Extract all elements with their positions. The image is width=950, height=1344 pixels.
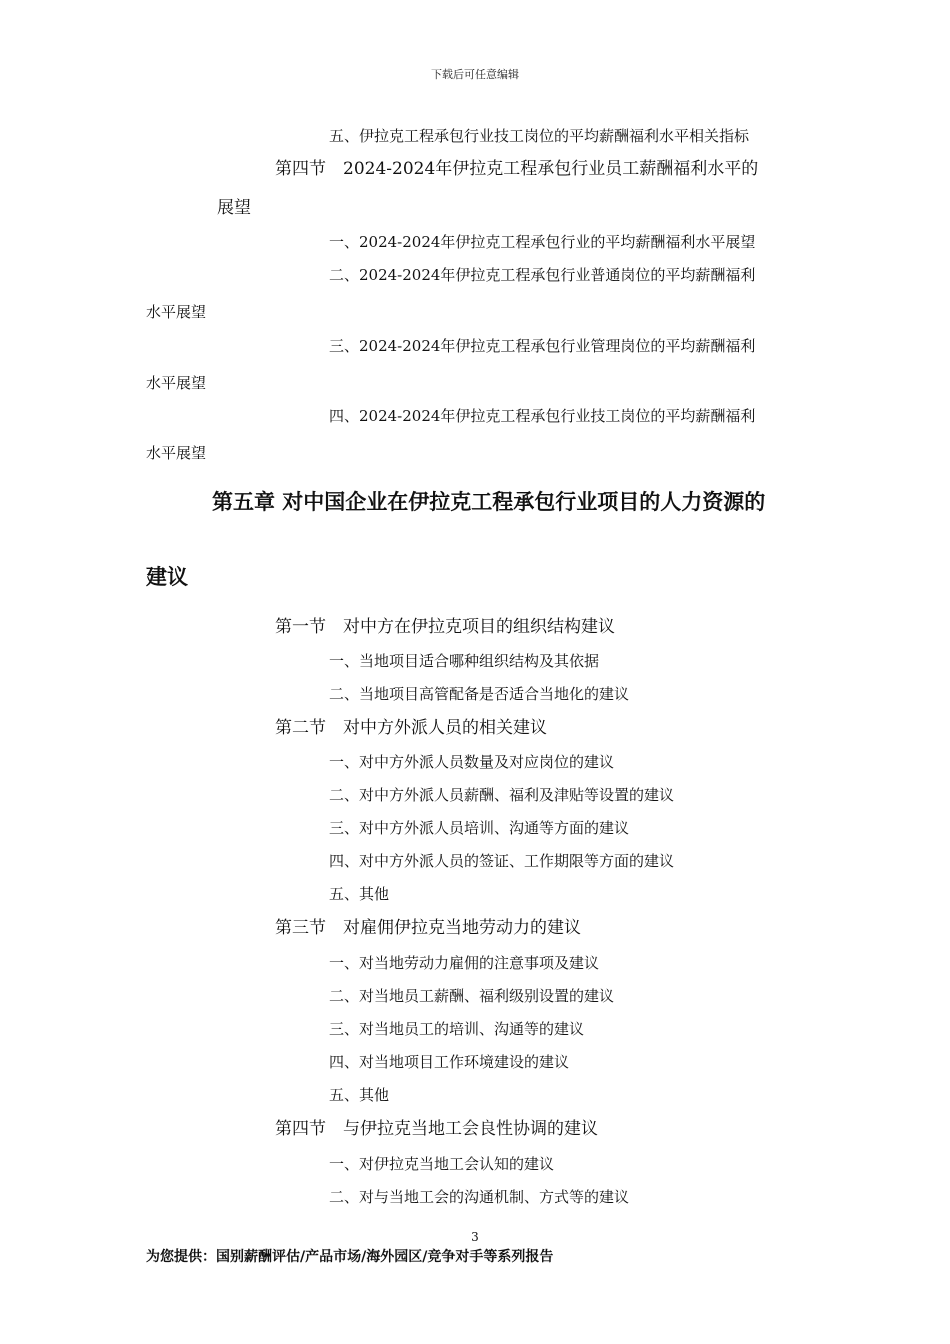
toc-item-tech-indicators: 五、伊拉克工程承包行业技工岗位的平均薪酬福利水平相关指标 bbox=[329, 127, 750, 145]
page-footer: 为您提供：国别薪酬评估/产品市场/海外园区/竞争对手等系列报告 bbox=[146, 1249, 554, 1265]
toc-item-outlook-3-line1: 三、2024-2024年伊拉克工程承包行业管理岗位的平均薪酬福利 bbox=[329, 337, 756, 355]
toc-item: 五、其他 bbox=[329, 885, 390, 903]
toc-item-outlook-2-line2: 水平展望 bbox=[146, 303, 207, 321]
page-header-note: 下载后可任意编辑 bbox=[431, 68, 519, 81]
toc-item: 二、对与当地工会的沟通机制、方式等的建议 bbox=[329, 1188, 630, 1206]
toc-item-outlook-3-line2: 水平展望 bbox=[146, 374, 207, 392]
chapter-5-title-line2: 建议 bbox=[146, 565, 188, 589]
toc-item-outlook-4-line2: 水平展望 bbox=[146, 444, 207, 462]
page-number: 3 bbox=[471, 1230, 479, 1244]
toc-item: 三、对中方外派人员培训、沟通等方面的建议 bbox=[329, 819, 630, 837]
toc-section-1: 第一节 对中方在伊拉克项目的组织结构建议 bbox=[275, 617, 615, 637]
toc-item: 四、对当地项目工作环境建设的建议 bbox=[329, 1053, 570, 1071]
toc-item: 一、当地项目适合哪种组织结构及其依据 bbox=[329, 652, 600, 670]
toc-section-outlook-line2: 展望 bbox=[217, 198, 251, 218]
toc-item: 二、对中方外派人员薪酬、福利及津贴等设置的建议 bbox=[329, 786, 675, 804]
toc-item-outlook-4-line1: 四、2024-2024年伊拉克工程承包行业技工岗位的平均薪酬福利 bbox=[329, 407, 756, 425]
toc-section-4: 第四节 与伊拉克当地工会良性协调的建议 bbox=[275, 1119, 598, 1139]
toc-item: 二、对当地员工薪酬、福利级别设置的建议 bbox=[329, 987, 615, 1005]
toc-item: 一、对当地劳动力雇佣的注意事项及建议 bbox=[329, 954, 600, 972]
toc-item-outlook-1: 一、2024-2024年伊拉克工程承包行业的平均薪酬福利水平展望 bbox=[329, 233, 756, 251]
toc-item: 二、当地项目高管配备是否适合当地化的建议 bbox=[329, 685, 630, 703]
toc-item: 四、对中方外派人员的签证、工作期限等方面的建议 bbox=[329, 852, 675, 870]
toc-section-2: 第二节 对中方外派人员的相关建议 bbox=[275, 718, 547, 738]
toc-item: 一、对伊拉克当地工会认知的建议 bbox=[329, 1155, 555, 1173]
toc-item: 三、对当地员工的培训、沟通等的建议 bbox=[329, 1020, 585, 1038]
toc-item: 五、其他 bbox=[329, 1086, 390, 1104]
toc-section-3: 第三节 对雇佣伊拉克当地劳动力的建议 bbox=[275, 918, 581, 938]
toc-item: 一、对中方外派人员数量及对应岗位的建议 bbox=[329, 753, 615, 771]
chapter-5-title-line1: 第五章 对中国企业在伊拉克工程承包行业项目的人力资源的 bbox=[212, 490, 766, 514]
toc-section-outlook-line1: 第四节 2024-2024年伊拉克工程承包行业员工薪酬福利水平的 bbox=[275, 159, 759, 179]
toc-item-outlook-2-line1: 二、2024-2024年伊拉克工程承包行业普通岗位的平均薪酬福利 bbox=[329, 266, 756, 284]
